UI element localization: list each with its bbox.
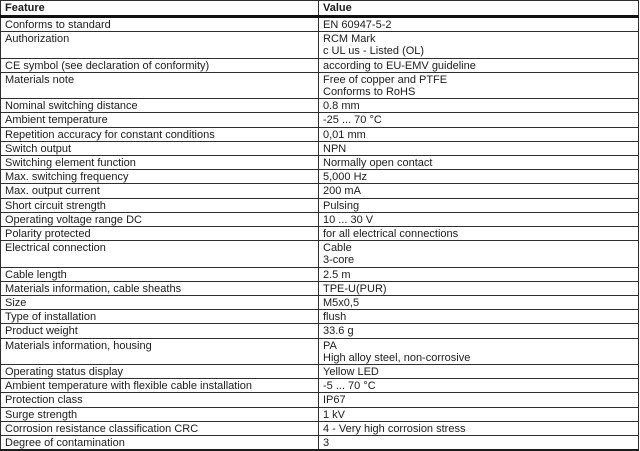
feature-cell: Switch output (1, 141, 319, 155)
feature-cell: Surge strength (1, 407, 319, 421)
value-cell (319, 310, 639, 324)
header-row (1, 1, 639, 17)
table-row (1, 156, 639, 170)
feature-cell: Degree of contamination (1, 436, 319, 451)
value-line: for all electrical connections (323, 228, 459, 241)
value-line: Conforms to RoHS (323, 86, 416, 99)
value-line: 3 (323, 437, 330, 450)
value-cell (319, 170, 639, 184)
feature-cell: Polarity protected (1, 227, 319, 241)
value-cell (319, 227, 639, 241)
value-line: 200 mA (323, 185, 361, 198)
value-cell (319, 184, 639, 198)
table-row (1, 407, 639, 421)
value-cell (319, 198, 639, 212)
table-row (1, 296, 639, 310)
feature-cell: Size (1, 296, 319, 310)
value-line: -5 ... 70 °C (323, 380, 376, 393)
value-cell (319, 32, 639, 58)
value-cell (319, 393, 639, 407)
value-line: c UL us - Listed (OL) (323, 45, 425, 58)
feature-cell: Materials information, housing (1, 338, 319, 364)
value-line: NPN (323, 142, 347, 155)
feature-cell: Materials note (1, 72, 319, 98)
table-row (1, 32, 639, 58)
value-cell (319, 281, 639, 295)
feature-cell: Short circuit strength (1, 198, 319, 212)
table-row (1, 17, 639, 32)
value-cell (319, 296, 639, 310)
value-line: 5,000 Hz (323, 171, 368, 184)
value-line: Free of copper and PTFE (323, 73, 448, 86)
feature-cell: Cable length (1, 267, 319, 281)
feature-cell: Type of installation (1, 310, 319, 324)
value-line: Cable (323, 242, 352, 255)
value-line: PA (323, 339, 337, 352)
value-line: 33.6 g (323, 325, 354, 338)
feature-cell: Operating status display (1, 365, 319, 379)
value-cell (319, 17, 639, 32)
column-header-value: Value (319, 1, 639, 17)
value-line: 10 ... 30 V (323, 213, 374, 226)
value-line: 1 kV (323, 408, 346, 421)
table-row (1, 99, 639, 113)
value-line: 4 - Very high corrosion stress (323, 422, 466, 435)
table-row (1, 379, 639, 393)
value-cell (319, 379, 639, 393)
table-row (1, 281, 639, 295)
value-line: 2.5 m (323, 268, 351, 281)
value-cell (319, 156, 639, 170)
table-row (1, 141, 639, 155)
table-row (1, 113, 639, 127)
feature-cell: Electrical connection (1, 241, 319, 267)
table-row (1, 393, 639, 407)
feature-cell: Ambient temperature (1, 113, 319, 127)
table-row (1, 324, 639, 338)
feature-cell: Operating voltage range DC (1, 212, 319, 226)
value-cell (319, 127, 639, 141)
feature-cell: Max. switching frequency (1, 170, 319, 184)
feature-cell: Product weight (1, 324, 319, 338)
table-row (1, 267, 639, 281)
value-line: 3-core (323, 254, 355, 267)
feature-cell: Ambient temperature with flexible cable installation (1, 379, 319, 393)
value-line: 0.8 mm (323, 100, 360, 113)
spec-table-body (1, 17, 639, 451)
value-line: M5x0,5 (323, 297, 360, 310)
value-cell (319, 58, 639, 72)
value-line: flush (323, 311, 347, 324)
value-line: High alloy steel, non-corrosive (323, 351, 471, 364)
column-header-feature: Feature (1, 1, 319, 17)
value-cell (319, 421, 639, 435)
feature-cell: Protection class (1, 393, 319, 407)
feature-cell: Conforms to standard (1, 17, 319, 32)
table-row (1, 310, 639, 324)
value-cell (319, 436, 639, 451)
table-row (1, 365, 639, 379)
value-line: RCM Mark (323, 33, 376, 46)
value-line: TPE-U(PUR) (323, 282, 387, 295)
value-cell (319, 324, 639, 338)
feature-cell: Materials information, cable sheaths (1, 281, 319, 295)
feature-cell: Switching element function (1, 156, 319, 170)
table-row (1, 184, 639, 198)
feature-cell: Corrosion resistance classification CRC (1, 421, 319, 435)
value-line: 0,01 mm (323, 128, 366, 141)
table-row (1, 421, 639, 435)
feature-cell: CE symbol (see declaration of conformity) (1, 58, 319, 72)
value-cell (319, 141, 639, 155)
table-row (1, 72, 639, 98)
value-cell (319, 113, 639, 127)
value-cell (319, 338, 639, 364)
value-cell (319, 99, 639, 113)
value-cell (319, 267, 639, 281)
table-row (1, 241, 639, 267)
value-cell (319, 212, 639, 226)
value-line: Normally open contact (323, 157, 433, 170)
value-cell (319, 407, 639, 421)
feature-cell: Max. output current (1, 184, 319, 198)
table-row (1, 436, 639, 451)
value-line: Yellow LED (323, 366, 379, 379)
feature-cell: Repetition accuracy for constant conditions (1, 127, 319, 141)
table-row (1, 170, 639, 184)
table-row (1, 58, 639, 72)
table-row (1, 212, 639, 226)
value-line: -25 ... 70 °C (323, 114, 382, 127)
feature-cell: Authorization (1, 32, 319, 58)
value-cell (319, 72, 639, 98)
value-line: according to EU-EMV guideline (323, 59, 476, 72)
value-line: EN 60947-5-2 (323, 19, 392, 31)
feature-cell: Nominal switching distance (1, 99, 319, 113)
table-row (1, 127, 639, 141)
value-line: IP67 (323, 394, 346, 407)
table-row (1, 338, 639, 364)
value-line: Pulsing (323, 199, 360, 212)
table-row (1, 227, 639, 241)
spec-table-header (1, 1, 639, 17)
value-cell (319, 365, 639, 379)
table-row (1, 198, 639, 212)
value-cell (319, 241, 639, 267)
